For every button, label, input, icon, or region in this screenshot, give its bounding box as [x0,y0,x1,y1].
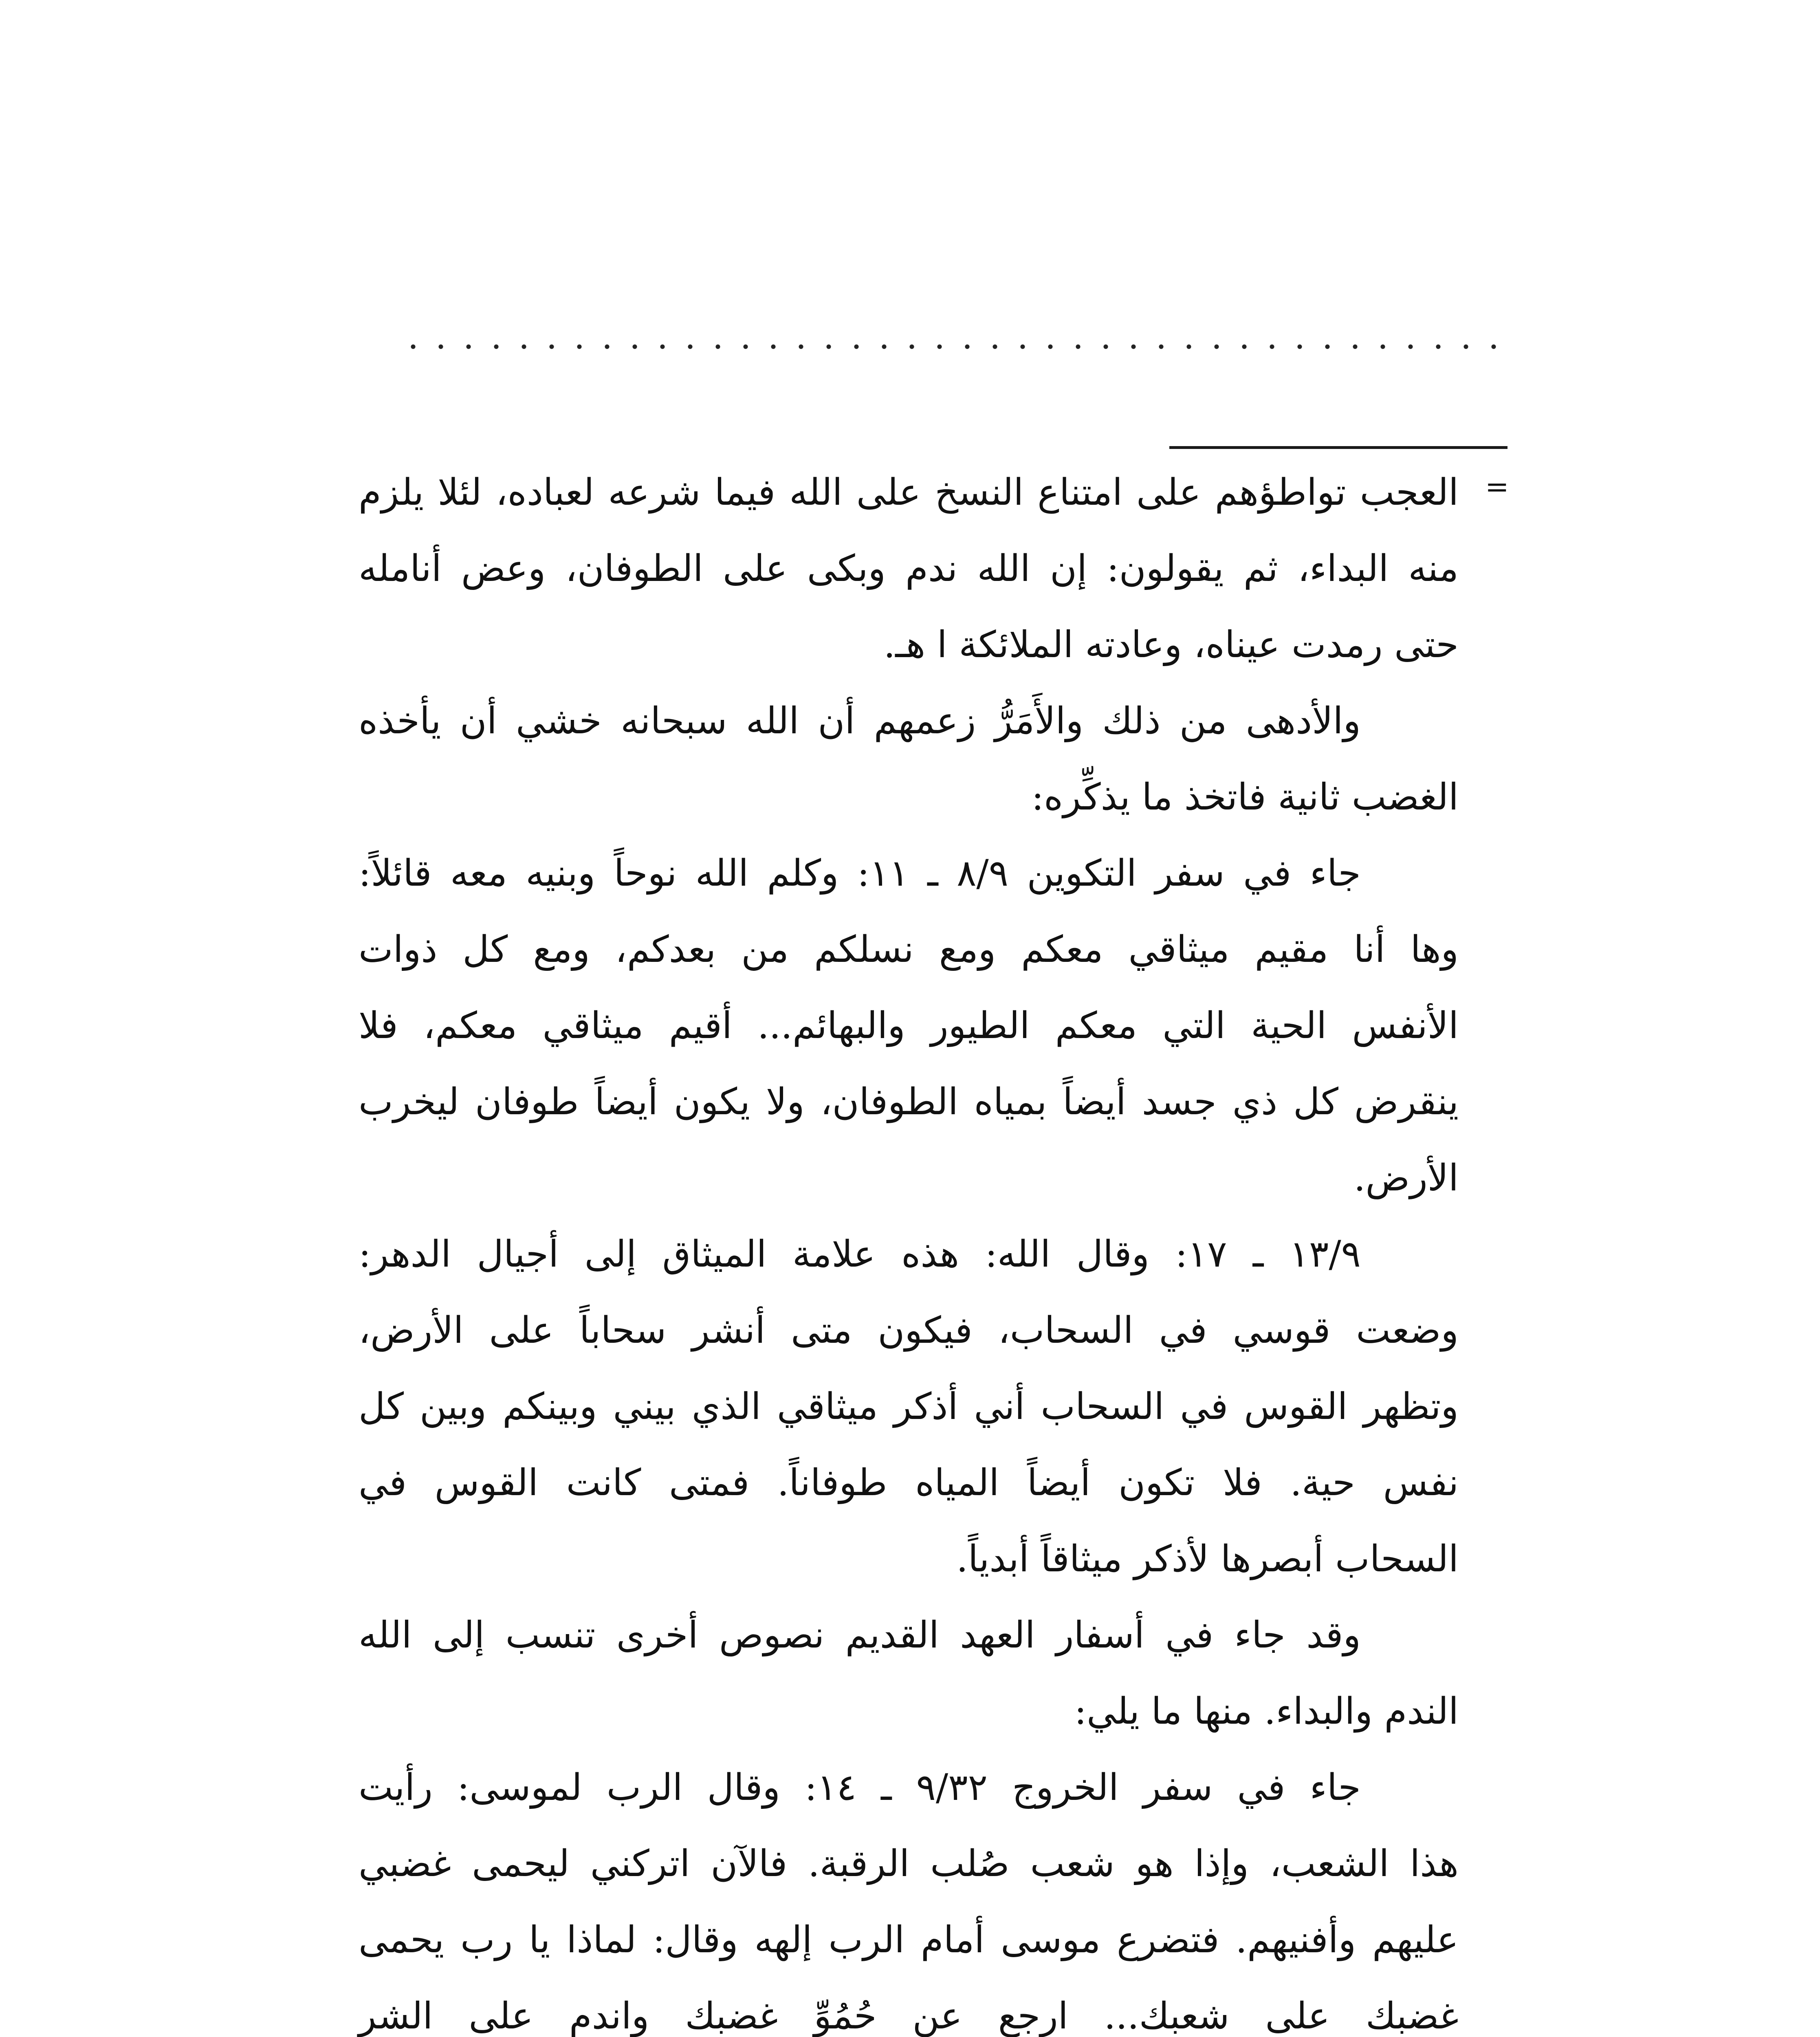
text-line-3: حتى رمدت عيناه، وعادته الملائكة ا هـ. [883,623,1459,666]
text-line-19: هذا الشعب، وإذا هو شعب صُلب الرقبة. فالآن اتركني ليحمى غضبي [359,1842,1459,1885]
dotted-separator [399,344,1507,349]
text-line-17: الندم والبداء. منها ما يلي: [1074,1690,1459,1733]
text-line-5: الغضب ثانية فاتخذ ما يذكِّره: [1031,776,1459,818]
text-line-10: الأرض. [1353,1157,1459,1199]
text-line-20: عليهم وأفنيهم. فتضرع موسى أمام الرب إلهه وقال: لماذا يا رب يحمى [359,1918,1459,1961]
text-line-14: نفس حية. فلا تكون أيضاً المياه طوفاناً. فمتى كانت القوس في [359,1461,1459,1504]
text-line-4: والأدهى من ذلك والأَمَرُّ زعمهم أن الله سبحانه خشي أن يأخذه [359,700,1361,742]
text-line-1: العجب تواطؤهم على امتناع النسخ على الله فيما شرعه لعباده، لئلا يلزم [359,471,1459,514]
text-line-15: السحاب أبصرها لأذكر ميثاقاً أبدياً. [956,1538,1459,1580]
text-line-6: جاء في سفر التكوين ٨/٩ ـ ١١: وكلم الله نوحاً وبنيه معه قائلاً: [359,852,1361,895]
text-line-11: ١٣/٩ ـ ١٧: وقال الله: هذه علامة الميثاق إلى أجيال الدهر: [359,1233,1361,1276]
text-line-13: وتظهر القوس في السحاب أني أذكر ميثاقي الذي بيني وبينكم وبين كل [359,1385,1459,1428]
footnote-rule [1169,446,1507,449]
text-line-12: وضعت قوسي في السحاب، فيكون متى أنشر سحاباً على الأرض، [359,1309,1459,1352]
text-line-18: جاء في سفر الخروج ٩/٣٢ ـ ١٤: وقال الرب لموسى: رأيت [359,1766,1361,1809]
text-line-2: منه البداء، ثم يقولون: إن الله ندم وبكى على الطوفان، وعض أنامله [359,547,1459,590]
text-line-7: وها أنا مقيم ميثاقي معكم ومع نسلكم من بعدكم، ومع كل ذوات [359,928,1459,971]
footnote-text [359,454,1459,2037]
text-line-9: ينقرض كل ذي جسد أيضاً بمياه الطوفان، ولا يكون أيضاً طوفان ليخرب [359,1080,1459,1123]
footnote-continuation-mark-start: = [1485,470,1509,504]
text-line-8: الأنفس الحية التي معكم الطيور والبهائم... أقيم ميثاقي معكم، فلا [359,1004,1459,1047]
text-line-21: غضبك على شعبك... ارجع عن حُمُوِّ غضبك واندم على الشر [359,1995,1459,2037]
text-line-16: وقد جاء في أسفار العهد القديم نصوص أخرى تنسب إلى الله [359,1614,1361,1656]
